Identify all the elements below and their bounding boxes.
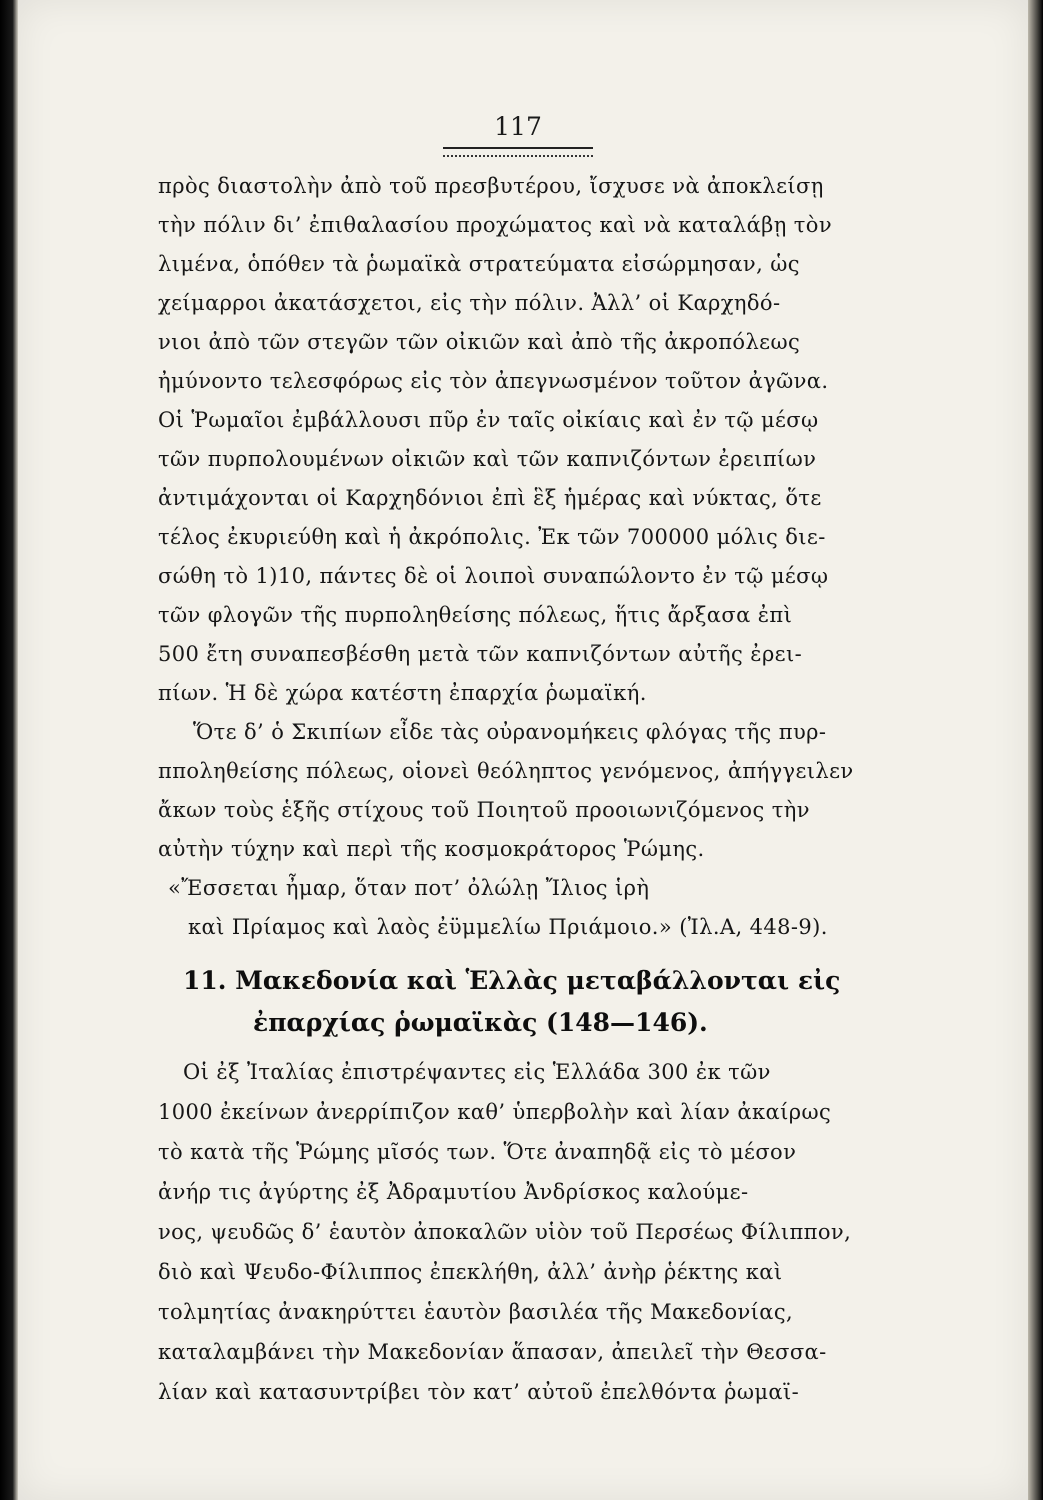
text-line: 1000 ἐκείνων ἀνερρίπιζον καθ’ ὑπερβολὴν καὶ λίαν ἀκαίρως	[158, 1100, 832, 1124]
page-number: 117	[494, 112, 542, 141]
page-right-edge	[1028, 0, 1043, 1500]
quote-line: καὶ Πρίαμος καὶ λαὸς ἐϋμμελίω Πριάμοιο.» (Ἰλ.Α, 448-9).	[188, 915, 828, 939]
text-line: τολμητίας ἀνακηρύττει ἑαυτὸν βασιλέα τῆς Μακεδονίας,	[158, 1300, 794, 1324]
text-line: πρὸς διαστολὴν ἀπὸ τοῦ πρεσβυτέρου, ἴσχυσε νὰ ἀποκλείσῃ	[158, 174, 824, 198]
text-line: πίων. Ἡ δὲ χώρα κατέστη ἐπαρχία ῥωμαϊκή.	[158, 681, 647, 705]
text-line: τὴν πόλιν δι’ ἐπιθαλασίου προχώματος καὶ νὰ καταλάβῃ τὸν	[158, 213, 832, 237]
text-line: Οἱ ἐξ Ἰταλίας ἐπιστρέψαντες εἰς Ἑλλάδα 300 ἐκ τῶν	[183, 1060, 771, 1084]
text-line: καταλαμβάνει τὴν Μακεδονίαν ἅπασαν, ἀπειλεῖ τὴν Θεσσα-	[158, 1340, 827, 1364]
book-page	[18, 0, 1028, 1500]
text-line: νιοι ἀπὸ τῶν στεγῶν τῶν οἰκιῶν καὶ ἀπὸ τῆς ἀκροπόλεως	[158, 330, 801, 354]
text-line: ἠμύνοντο τελεσφόρως εἰς τὸν ἀπεγνωσμένον τοῦτον ἀγῶνα.	[158, 369, 829, 393]
section-heading: 11. Μακεδονία καὶ Ἑλλὰς μεταβάλλονται εἰς	[183, 966, 841, 995]
section-heading: ἐπαρχίας ῥωμαϊκὰς (148—146).	[253, 1008, 708, 1037]
text-line: τῶν πυρπολουμένων οἰκιῶν καὶ τῶν καπνιζόντων ἐρειπίων	[158, 447, 817, 471]
text-line: ἀντιμάχονται οἱ Καρχηδόνιοι ἐπὶ ἓξ ἡμέρας καὶ νύκτας, ὅτε	[158, 486, 822, 510]
text-line: ἀνήρ τις ἀγύρτης ἐξ Ἀδραμυτίου Ἀνδρίσκος καλούμε-	[158, 1180, 749, 1204]
text-line: τέλος ἐκυριεύθη καὶ ἡ ἀκρόπολις. Ἐκ τῶν 700000 μόλις διε-	[158, 525, 826, 549]
text-line: 500 ἔτη συναπεσβέσθη μετὰ τῶν καπνιζόντων αὐτῆς ἐρει-	[158, 642, 803, 666]
header-ornament	[443, 147, 593, 157]
text-line: χείμαρροι ἀκατάσχετοι, εἰς τὴν πόλιν. Ἀλλ’ οἱ Καρχηδό-	[158, 291, 781, 315]
text-line: ἄκων τοὺς ἑξῆς στίχους τοῦ Ποιητοῦ προοιωνιζόμενος τὴν	[158, 798, 810, 822]
quote-line: «Ἔσσεται ἦμαρ, ὅταν ποτ’ ὀλώλῃ Ἴλιος ἱρὴ	[168, 876, 650, 900]
text-line: λίαν καὶ κατασυντρίβει τὸν κατ’ αὐτοῦ ἐπελθόντα ῥωμαϊ-	[158, 1380, 800, 1404]
text-line: Οἱ Ῥωμαῖοι ἐμβάλλουσι πῦρ ἐν ταῖς οἰκίαις καὶ ἐν τῷ μέσῳ	[158, 408, 819, 432]
text-line: διὸ καὶ Ψευδο-Φίλιππος ἐπεκλήθη, ἀλλ’ ἀνὴρ ῥέκτης καὶ	[158, 1260, 783, 1284]
text-line: σώθη τὸ 1)10, πάντες δὲ οἱ λοιποὶ συναπώλοντο ἐν τῷ μέσῳ	[158, 564, 829, 588]
text-line: Ὅτε δ’ ὁ Σκιπίων εἶδε τὰς οὐρανομήκεις φλόγας τῆς πυρ-	[193, 720, 827, 744]
text-line: λιμένα, ὁπόθεν τὰ ῥωμαϊκὰ στρατεύματα εἰσώρμησαν, ὡς	[158, 252, 800, 276]
text-line: τὸ κατὰ τῆς Ῥώμης μῖσός των. Ὅτε ἀναπηδᾷ εἰς τὸ μέσον	[158, 1140, 797, 1164]
binding-shadow	[0, 0, 18, 1500]
text-line: νος, ψευδῶς δ’ ἑαυτὸν ἀποκαλῶν υἱὸν τοῦ Περσέως Φίλιππον,	[158, 1220, 852, 1244]
text-line: τῶν φλογῶν τῆς πυρποληθείσης πόλεως, ἥτις ἄρξασα ἐπὶ	[158, 603, 793, 627]
text-line: πποληθείσης πόλεως, οἱονεὶ θεόληπτος γενόμενος, ἀπήγγειλεν	[158, 759, 854, 783]
text-line: αὐτὴν τύχην καὶ περὶ τῆς κοσμοκράτορος Ῥώμης.	[158, 837, 705, 861]
